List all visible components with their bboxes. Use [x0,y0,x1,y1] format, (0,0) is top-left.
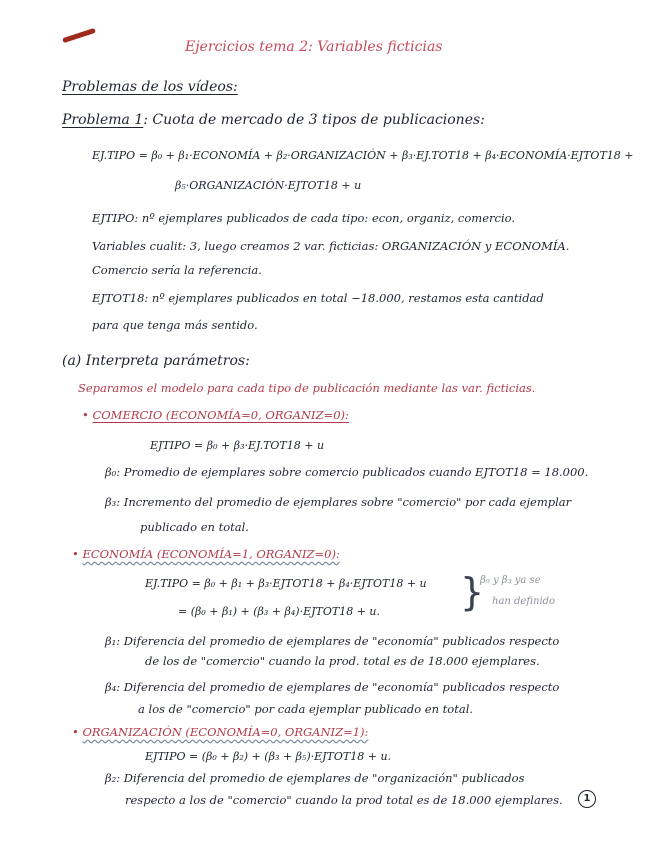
case-organizacion-b2-cont: respecto a los de "comercio" cuando la prod total es de 18.000 ejemplares. [125,793,563,807]
case-economia-note: β₀ y β₃ ya se [480,575,541,586]
case-comercio-b0: β₀: Promedio de ejemplares sobre comercio publicados cuando EJTOT18 = 18.000. [105,465,589,479]
problem-text: : Cuota de mercado de 3 tipos de publicaciones: [143,112,485,128]
problem-label: Problema 1 [62,112,144,128]
case-economia-b1-cont: de los de "comercio" cuando la prod. total es de 18.000 ejemplares. [145,654,540,668]
case-comercio-b3: β₃: Incremento del promedio de ejemplares sobre "comercio" por cada ejemplar [105,495,572,509]
brace-symbol: } [460,570,485,614]
part-a-heading: (a) Interpreta parámetros: [62,353,250,369]
case-economia-heading [72,549,340,561]
definition-reference: Comercio sería la referencia. [92,263,262,277]
page-number: 1 [578,790,596,808]
case-economia-b1: β₁: Diferencia del promedio de ejemplares de "economía" publicados respecto [105,634,560,648]
bullet: • [82,408,93,422]
case-economia-label: ECONOMÍA (ECONOMÍA=1, ORGANIZ=0): [82,547,340,561]
case-organizacion-b2: β₂: Diferencia del promedio de ejemplares de "organización" publicados [105,771,525,785]
case-comercio-equation: EJTIPO = β₀ + β₃·EJ.TOT18 + u [150,439,325,452]
definition-variables: Variables cualit: 3, luego creamos 2 var. ficticias: ORGANIZACIÓN y ECONOMÍA. [92,239,570,253]
problem-line [62,113,485,127]
model-equation-1: EJ.TIPO = β₀ + β₁·ECONOMÍA + β₂·ORGANIZACIÓN + β₃·EJ.TOT18 + β₄·ECONOMÍA·EJTOT18 + [92,149,634,162]
case-economia-b4: β₄: Diferencia del promedio de ejemplares de "economía" publicados respecto [105,680,560,694]
definition-ejtipo: EJTIPO: nº ejemplares publicados de cada tipo: econ, organiz, comercio. [92,211,516,225]
model-equation-2: β₅·ORGANIZACIÓN·EJTOT18 + u [175,179,362,192]
bullet: • [72,547,83,561]
case-organizacion-label: ORGANIZACIÓN (ECONOMÍA=0, ORGANIZ=1): [82,725,369,739]
pen-mark [62,28,96,43]
case-organizacion-equation: EJTIPO = (β₀ + β₂) + (β₃ + β₅)·EJTOT18 + u. [145,750,392,763]
definition-ejtot: EJTOT18: nº ejemplares publicados en total −18.000, restamos esta cantidad [92,291,544,305]
section-heading: Problemas de los vídeos: [62,79,238,95]
separate-models-text: Separamos el modelo para cada tipo de publicación mediante las var. ficticias. [78,381,536,395]
case-organizacion-heading [72,727,368,739]
definition-ejtot-2: para que tenga más sentido. [92,318,258,332]
case-comercio-label: COMERCIO (ECONOMÍA=0, ORGANIZ=0): [92,408,349,422]
case-economia-note-2: han definido [492,596,556,607]
case-comercio-b3-cont: publicado en total. [140,520,249,534]
case-economia-equation-2: = (β₀ + β₁) + (β₃ + β₄)·EJTOT18 + u. [178,605,381,618]
case-economia-equation-1: EJ.TIPO = β₀ + β₁ + β₃·EJTOT18 + β₄·EJTOT18 + u [145,577,427,590]
case-comercio-heading [82,410,349,422]
page-title: Ejercicios tema 2: Variables ficticias [185,39,443,55]
case-economia-b4-cont: a los de "comercio" por cada ejemplar publicado en total. [138,702,474,716]
bullet: • [72,725,83,739]
